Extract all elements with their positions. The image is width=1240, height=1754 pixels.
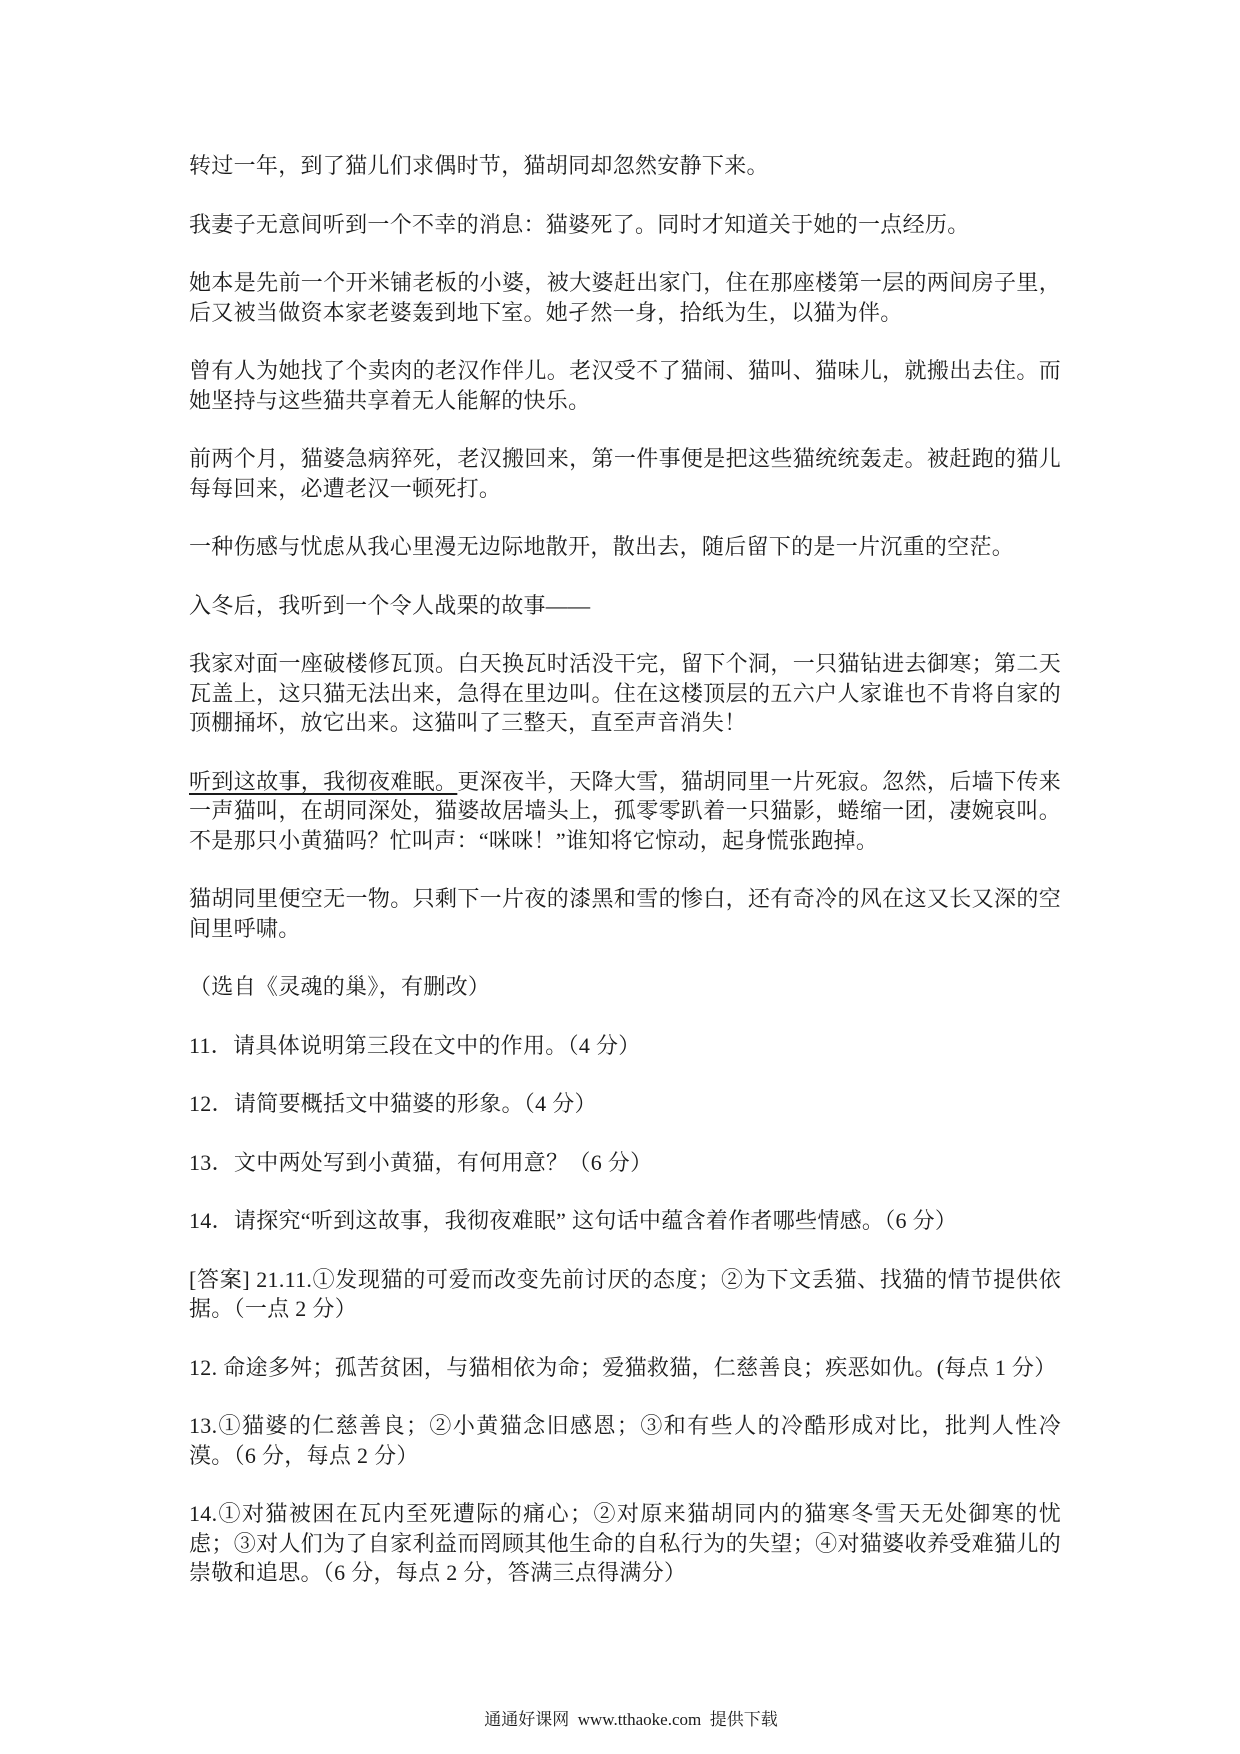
article-paragraph-4: 曾有人为她找了个卖肉的老汉作伴儿。老汉受不了猫闹、猫叫、猫味儿，就搬出去住。而她坚持与这些猫共享着无人能解的快乐。 <box>189 358 1061 413</box>
underlined-sentence: 听到这故事，我彻夜难眠。 <box>189 768 458 794</box>
answer-14: 14.①对猫被困在瓦内至死遭际的痛心；②对原来猫胡同内的猫寒冬雪天无处御寒的忧虑；③对人们为了自家利益而罔顾其他生命的自私行为的失望；④对猫婆收养受难猫儿的崇敬和追思。（6 分，每点 2 分，答满三点得满分） <box>189 1501 1061 1585</box>
question-13: 13．文中两处写到小黄猫，有何用意？（6 分） <box>189 1149 653 1175</box>
article-paragraph-8: 我家对面一座破楼修瓦顶。白天换瓦时活没干完，留下个洞，一只猫钻进去御寒；第二天瓦盖上，这只猫无法出来，急得在里边叫。住在这楼顶层的五六户人家谁也不肯将自家的顶棚捅坏，放它出来。这猫叫了三整天，直至声音消失！ <box>189 651 1061 735</box>
article-paragraph-2: 我妻子无意间听到一个不幸的消息：猫婆死了。同时才知道关于她的一点经历。 <box>189 211 970 237</box>
document-body <box>189 151 1061 1617</box>
question-11: 11．请具体说明第三段在文中的作用。（4 分） <box>189 1032 641 1058</box>
article-source: （选自《灵魂的巢》，有删改） <box>189 974 491 999</box>
article-paragraph-9 <box>189 767 1061 856</box>
article-paragraph-6: 一种伤感与忧虑从我心里漫无边际地散开，散出去，随后留下的是一片沉重的空茫。 <box>189 534 1015 559</box>
question-14: 14．请探究“听到这故事，我彻夜难眠” 这句话中蕴含着作者哪些情感。（6 分） <box>189 1208 958 1233</box>
answer-11: [答案] 21.11.①发现猫的可爱而改变先前讨厌的态度；②为下文丢猫、找猫的情节提供依据。（一点 2 分） <box>189 1266 1061 1321</box>
paragraph-9-rest: 更深夜半，天降大雪，猫胡同里一片死寂。忽然，后墙下传来一声猫叫，在胡同深处，猫婆故居墙头上，孤零零趴着一只猫影，蜷缩一团，凄婉哀叫。不是那只小黄猫吗？忙叫声：“咪咪！”谁知将它惊动，起身慌张跑掉。 <box>189 768 1061 853</box>
article-paragraph-5: 前两个月，猫婆急病猝死，老汉搬回来，第一件事便是把这些猫统统轰走。被赶跑的猫儿每每回来，必遭老汉一顿死打。 <box>189 446 1061 501</box>
article-paragraph-7: 入冬后，我听到一个令人战栗的故事—— <box>189 592 591 618</box>
answer-13: 13.①猫婆的仁慈善良；②小黄猫念旧感恩；③和有些人的冷酷形成对比，批判人性冷漠。（6 分，每点 2 分） <box>189 1413 1061 1468</box>
article-paragraph-1: 转过一年，到了猫儿们求偶时节，猫胡同却忽然安静下来。 <box>189 153 769 178</box>
answer-12: 12. 命途多舛；孤苦贫困，与猫相依为命；爱猫救猫，仁慈善良；疾恶如仇。(每点 1 分） <box>189 1354 1057 1380</box>
question-12: 12．请简要概括文中猫婆的形象。（4 分） <box>189 1091 597 1116</box>
article-paragraph-10: 猫胡同里便空无一物。只剩下一片夜的漆黑和雪的惨白，还有奇冷的风在这又长又深的空间里呼啸。 <box>189 886 1061 941</box>
page-footer: 通通好课网 www.tthaoke.com 提供下载 <box>484 1710 778 1729</box>
article-paragraph-3: 她本是先前一个开米铺老板的小婆，被大婆赶出家门，住在那座楼第一层的两间房子里，后又被当做资本家老婆轰到地下室。她孑然一身，拾纸为生，以猫为伴。 <box>189 270 1061 325</box>
